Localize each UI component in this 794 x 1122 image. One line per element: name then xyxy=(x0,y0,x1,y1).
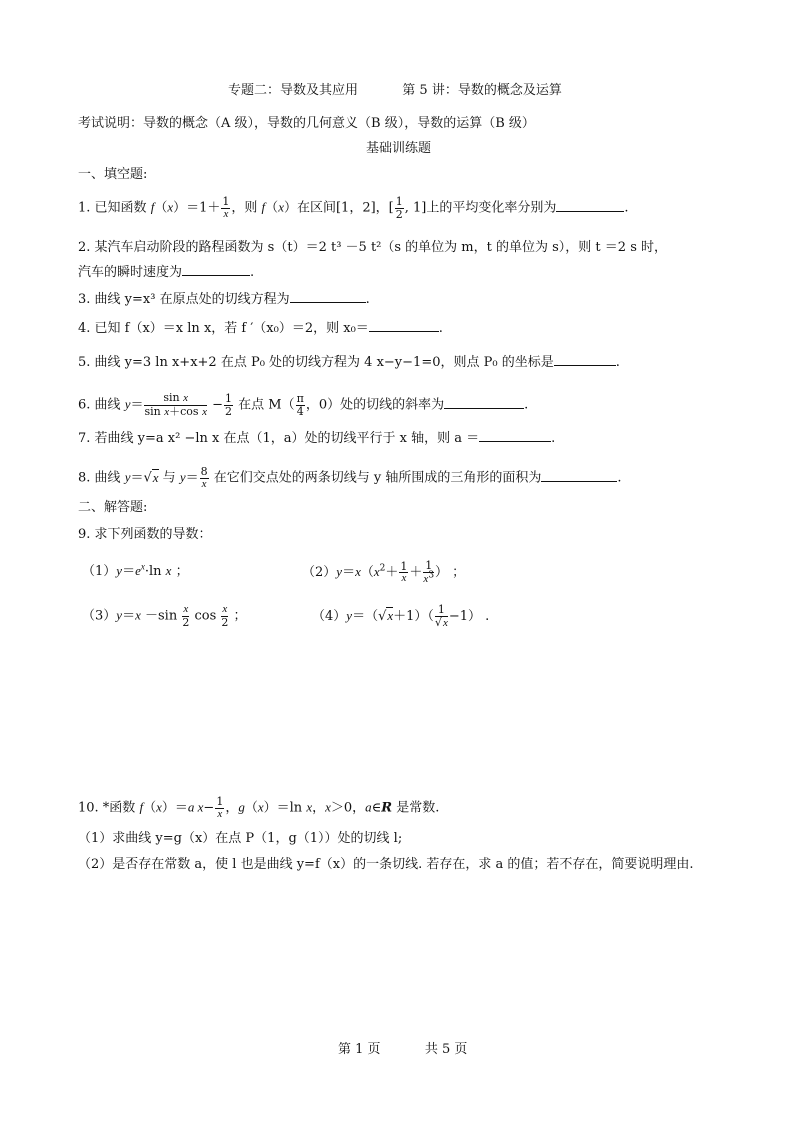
question-9-part-3: （3）y＝x －sin $\frac{x}{2}$ cos $\frac{x}{2}$ ； xyxy=(82,603,247,629)
question-4: 4. 已知 f（x）＝x ln x，若 f ′（x₀）＝2，则 x₀＝ . xyxy=(78,321,443,336)
question-2-line-1: 2. 某汽车启动阶段的路程函数为 s（t）＝2 t³ －5 t²（s 的单位为 m，t 的单位为 s），则 t ＝2 s 时， xyxy=(78,240,667,255)
question-9-part-4: （4）y＝（√x＋1）（ $\frac{1}{√x}$ −1） . xyxy=(312,603,490,629)
question-2-line-2: 汽车的瞬时速度为 . xyxy=(78,265,255,280)
answer-blank-1 xyxy=(556,211,624,212)
exam-note: 考试说明：导数的概念（A 级），导数的几何意义（B 级），导数的运算（B 级） xyxy=(78,116,535,131)
topic-title: 专题二：导数及其应用 xyxy=(228,83,359,98)
question-3: 3. 曲线 y=x³ 在原点处的切线方程为 . xyxy=(78,292,370,307)
question-7: 7. 若曲线 y=a x² −ln x 在点（1，a）处的切线平行于 x 轴，则 a ＝ . xyxy=(78,431,556,446)
question-10: 10. *函数 f（x）＝a x− $\frac{1}{x}$ ，g（x）＝ln x，x＞0，a∈R 是常数. xyxy=(78,795,440,820)
answer-blank-7 xyxy=(479,441,551,442)
answer-blank-3 xyxy=(290,302,366,303)
answer-blank-5 xyxy=(554,365,616,366)
question-1: 1. 已知函数 f（x）＝1＋ $\frac{1}{x}$ ，则 f（x）在区间[1，2]，[ $\frac{1}{2}$ , 1]上的平均变化率分别为 . xyxy=(78,195,629,221)
section-title: 基础训练题 xyxy=(366,141,432,156)
question-9-title: 9. 求下列函数的导数： xyxy=(78,527,212,542)
answer-blank-8 xyxy=(541,481,617,482)
answer-blank-4 xyxy=(369,331,439,332)
question-6: 6. 曲线 y＝ $\frac{\text{sin x}}{\text{sin x＋cos x}}$ − $\frac{1}{2}$ 在点 M（ $\frac{\pi}{4}$ ，0）处的切线的斜率为 . xyxy=(78,391,529,418)
question-8: 8. 曲线 y＝√x 与 y＝ $\frac{8}{x}$ 在它们交点处的两条切线与 y 轴所围成的三角形的面积为 . xyxy=(78,465,622,490)
lecture-title: 第 5 讲：导数的概念及运算 xyxy=(402,83,562,98)
question-9-part-1: $(1)y=e^x\cdot\ln$ x ； xyxy=(82,561,189,579)
question-10-part-1: （1）求曲线 y=g（x）在点 P（1，g（1））处的切线 l; xyxy=(78,831,403,846)
page-number: 第 1 页 xyxy=(338,1042,381,1057)
answer-blank-2 xyxy=(182,275,250,276)
question-10-part-2: （2）是否存在常数 a，使 l 也是曲线 y=f（x）的一条切线. 若存在，求 a 的值；若不存在，简要说明理由. xyxy=(78,857,694,872)
part2-heading: 二、解答题: xyxy=(78,500,148,515)
page-total: 共 5 页 xyxy=(424,1042,468,1057)
question-5: 5. 曲线 y=3 ln x+x+2 在点 P₀ 处的切线方程为 4 x−y−1=0，则点 P₀ 的坐标是 . xyxy=(78,355,620,370)
answer-blank-6 xyxy=(444,408,524,409)
question-9-part-2: $(2)y=x(x^2+$ $\frac{1}{x}$ ＋ $\frac{1}{x^3}$ ） ； xyxy=(302,559,466,585)
part1-heading: 一、填空题: xyxy=(78,167,148,182)
